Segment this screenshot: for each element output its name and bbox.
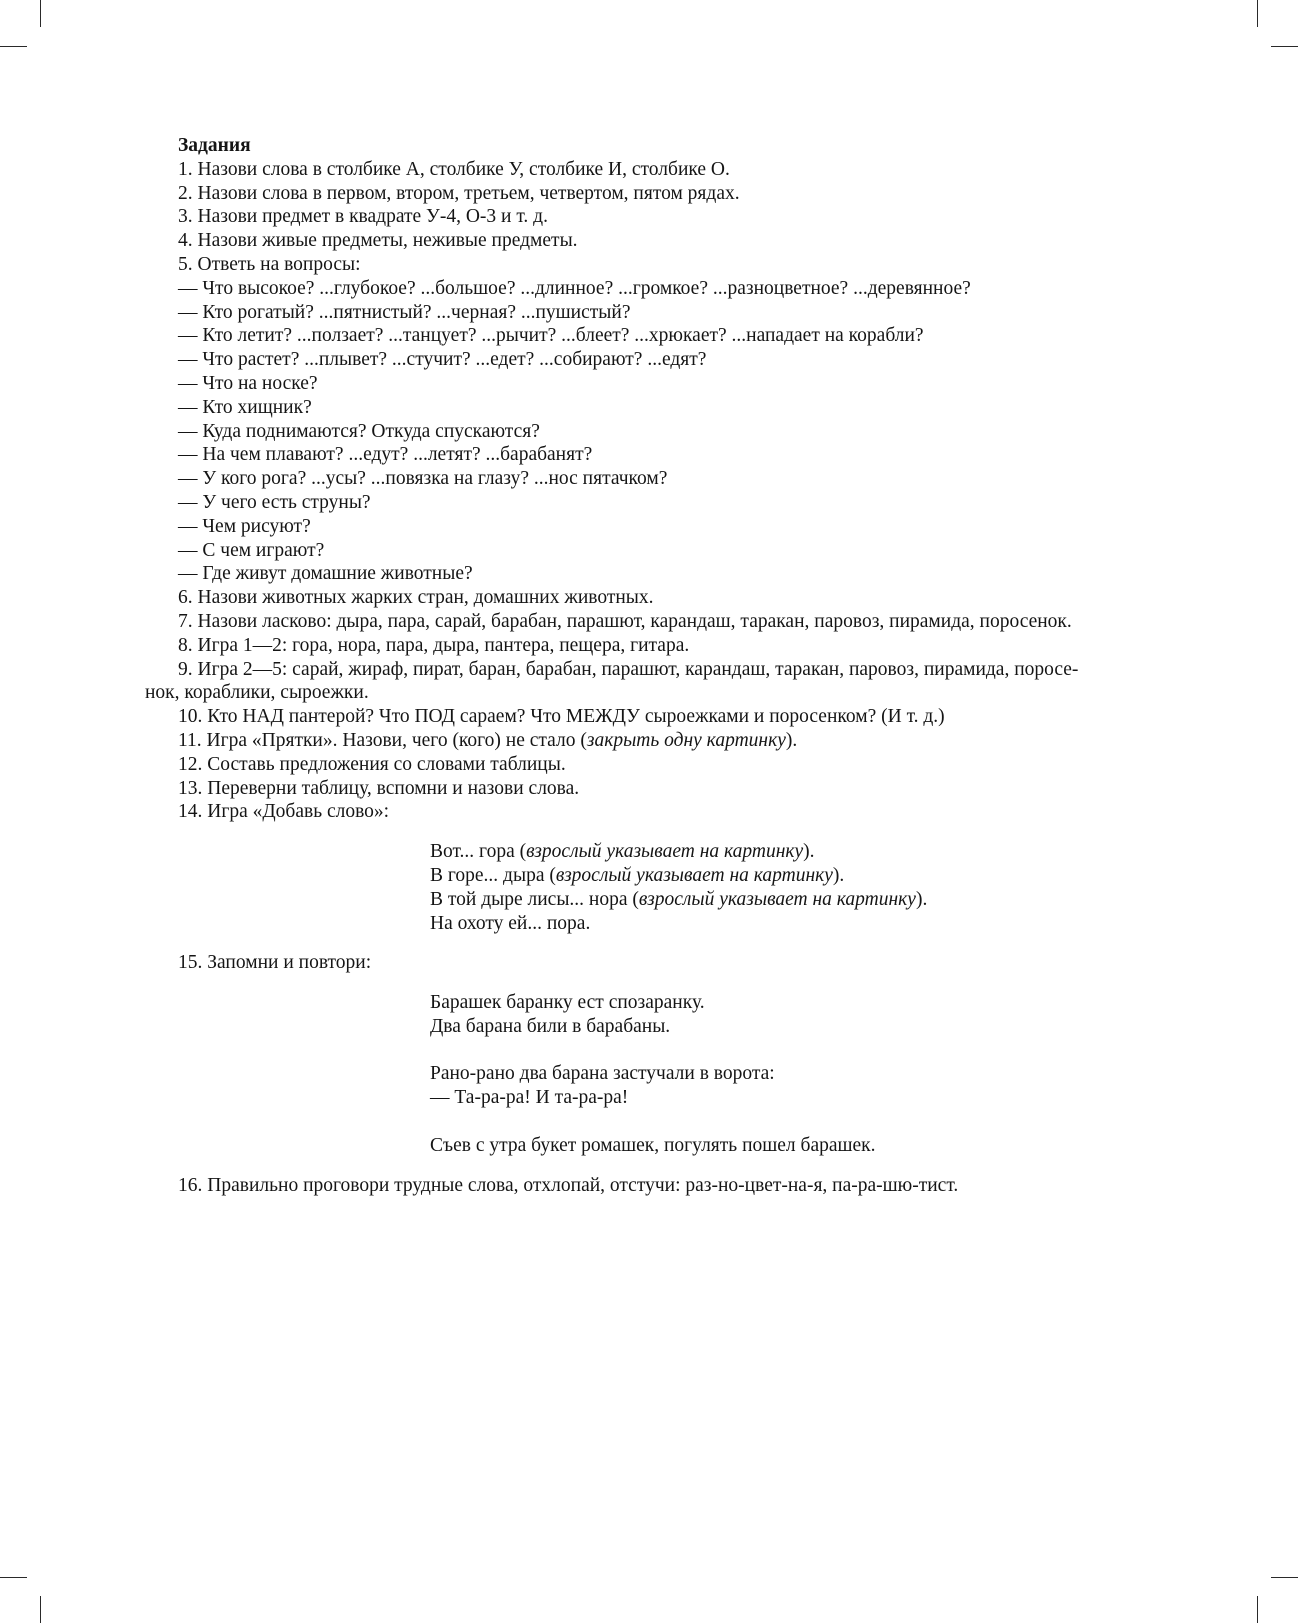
crop-mark-bottom-left-vertical xyxy=(40,1596,41,1623)
question-4 xyxy=(145,348,1165,372)
text-segment: 14. Игра «Добавь слово»: xyxy=(178,801,390,823)
text-line xyxy=(145,634,1165,658)
text-segment: Рано-рано два барана застучали в ворота: xyxy=(430,1063,775,1085)
question-6 xyxy=(145,396,1165,420)
text-segment: — Кто рогатый? ...пятнистый? ...черная? ...пушистый? xyxy=(178,301,631,323)
text-line xyxy=(145,253,1165,277)
text-segment: 12. Составь предложения со словами таблицы. xyxy=(178,753,566,775)
text-segment: 2. Назови слова в первом, втором, третьем, четвертом, пятом рядах. xyxy=(178,182,740,204)
text-segment: 16. Правильно проговори трудные слова, отхлопай, отстучи: раз-но-цвет-на-я, па-ра-шю-тист. xyxy=(178,1174,959,1196)
text-segment: В горе... дыра ( xyxy=(430,864,556,886)
text-line xyxy=(145,467,1165,491)
text-line xyxy=(145,324,1165,348)
question-11 xyxy=(145,515,1165,539)
text-segment: 11. Игра «Прятки». Назови, чего (кого) не стало ( xyxy=(178,729,587,751)
task-10 xyxy=(145,705,1165,729)
text-line xyxy=(430,864,1165,888)
task-15 xyxy=(145,951,1165,975)
text-line xyxy=(145,229,1165,253)
task-6 xyxy=(145,586,1165,610)
crop-mark-bottom-right-horizontal xyxy=(1271,1577,1298,1578)
text-line xyxy=(145,800,1165,824)
text-segment: — Чем рисуют? xyxy=(178,515,311,537)
text-line xyxy=(145,681,1165,705)
text-line xyxy=(145,1174,1165,1198)
text-segment: 7. Назови ласково: дыра, пара, сарай, барабан, парашют, карандаш, таракан, паровоз, пирамида, поросенок. xyxy=(178,610,1072,632)
poem-add-word xyxy=(145,840,1165,935)
text-segment: — У чего есть струны? xyxy=(178,491,371,513)
text-line xyxy=(145,658,1165,682)
text-line xyxy=(145,777,1165,801)
text-segment: закрыть одну картинку xyxy=(586,729,786,751)
task-13 xyxy=(145,777,1165,801)
crop-mark-top-right-vertical xyxy=(1257,0,1258,27)
text-line xyxy=(430,1086,1165,1110)
text-segment: ). xyxy=(915,888,928,910)
text-segment: взрослый указывает на картинку xyxy=(555,864,833,886)
crop-mark-top-left-vertical xyxy=(40,0,41,27)
crop-mark-bottom-left-horizontal xyxy=(0,1577,27,1578)
text-line xyxy=(145,539,1165,563)
text-segment: — С чем играют? xyxy=(178,539,325,561)
question-5 xyxy=(145,372,1165,396)
question-12 xyxy=(145,539,1165,563)
text-line xyxy=(145,301,1165,325)
text-segment: 15. Запомни и повтори: xyxy=(178,952,372,974)
text-segment: — Что на носке? xyxy=(178,372,318,394)
text-segment: — Где живут домашние животные? xyxy=(178,563,473,585)
text-line xyxy=(145,420,1165,444)
text-segment: ). xyxy=(803,841,815,863)
text-line xyxy=(430,1039,1165,1063)
text-line xyxy=(145,586,1165,610)
text-line xyxy=(145,348,1165,372)
text-segment: Задания xyxy=(178,135,251,156)
task-12 xyxy=(145,753,1165,777)
crop-mark-top-left-horizontal xyxy=(0,46,27,47)
text-line xyxy=(145,729,1165,753)
text-line xyxy=(145,705,1165,729)
text-segment: 10. Кто НАД пантерой? Что ПОД сараем? Что МЕЖДУ сыроежками и поросенком? (И т. д.) xyxy=(178,706,945,728)
text-segment: — Кто хищник? xyxy=(178,396,312,418)
text-line xyxy=(145,396,1165,420)
task-3 xyxy=(145,205,1165,229)
text-line xyxy=(430,991,1165,1015)
text-segment: 5. Ответь на вопросы: xyxy=(178,253,361,275)
text-line xyxy=(145,372,1165,396)
text-line xyxy=(430,840,1165,864)
text-line xyxy=(145,753,1165,777)
text-line xyxy=(430,1062,1165,1086)
text-line xyxy=(145,443,1165,467)
text-line xyxy=(145,205,1165,229)
task-7 xyxy=(145,610,1165,634)
text-line xyxy=(145,951,1165,975)
text-line xyxy=(430,1134,1165,1158)
text-segment: На охоту ей... пора. xyxy=(430,912,591,934)
text-segment: 3. Назови предмет в квадрате У-4, О-3 и т. д. xyxy=(178,206,548,228)
text-line xyxy=(145,610,1165,634)
question-8 xyxy=(145,443,1165,467)
text-segment: Съев с утра букет ромашек, погулять пошел барашек. xyxy=(430,1134,876,1156)
text-segment: — Что высокое? ...глубокое? ...большое? ...длинное? ...громкое? ...разноцветное? ...деревянное? xyxy=(178,277,971,299)
text-segment: — Что растет? ...плывет? ...стучит? ...едет? ...собирают? ...едят? xyxy=(178,349,707,371)
text-line xyxy=(430,1110,1165,1134)
text-segment: 6. Назови животных жарких стран, домашних животных. xyxy=(178,587,654,609)
crop-mark-top-right-horizontal xyxy=(1271,46,1298,47)
text-segment: 4. Назови живые предметы, неживые предметы. xyxy=(178,230,578,252)
task-2 xyxy=(145,182,1165,206)
text-segment: 9. Игра 2—5: сарай, жираф, пират, баран, барабан, парашют, карандаш, таракан, паровоз, пирамида, поросе- xyxy=(178,658,1079,680)
text-line xyxy=(145,182,1165,206)
text-line xyxy=(145,158,1165,182)
document-body xyxy=(145,134,1165,1197)
poem-repeat xyxy=(145,991,1165,1158)
question-2 xyxy=(145,301,1165,325)
text-segment: Барашек баранку ест спозаранку. xyxy=(430,992,705,1014)
text-segment: 13. Переверни таблицу, вспомни и назови слова. xyxy=(178,777,580,799)
text-line xyxy=(430,888,1165,912)
question-3 xyxy=(145,324,1165,348)
text-line xyxy=(145,562,1165,586)
text-segment: нок, кораблики, сыроежки. xyxy=(145,682,369,704)
text-segment: ). xyxy=(832,864,845,886)
text-segment: Два барана били в барабаны. xyxy=(430,1015,671,1037)
text-segment: В той дыре лисы... нора ( xyxy=(430,888,639,910)
text-line xyxy=(145,491,1165,515)
task-16 xyxy=(145,1174,1165,1198)
page-heading xyxy=(145,134,1165,158)
text-segment: Вот... гора ( xyxy=(430,841,527,863)
text-segment: 1. Назови слова в столбике А, столбике У, столбике И, столбике О. xyxy=(178,158,730,180)
text-segment: — Куда поднимаются? Откуда спускаются? xyxy=(178,420,540,442)
text-segment: — У кого рога? ...усы? ...повязка на глазу? ...нос пятачком? xyxy=(178,468,668,490)
text-line xyxy=(145,134,1165,158)
text-segment: — Кто летит? ...ползает? ...танцует? ...рычит? ...блеет? ...хрюкает? ...нападает на корабли? xyxy=(178,325,924,347)
text-line xyxy=(430,912,1165,936)
text-segment: — На чем плавают? ...едут? ...летят? ...барабанят? xyxy=(178,444,593,466)
crop-mark-bottom-right-vertical xyxy=(1257,1596,1258,1623)
text-line xyxy=(145,277,1165,301)
text-line xyxy=(145,515,1165,539)
question-9 xyxy=(145,467,1165,491)
task-14 xyxy=(145,800,1165,824)
task-5 xyxy=(145,253,1165,277)
task-8 xyxy=(145,634,1165,658)
question-7 xyxy=(145,420,1165,444)
text-line xyxy=(430,1015,1165,1039)
question-10 xyxy=(145,491,1165,515)
text-segment: взрослый указывает на картинку xyxy=(638,888,916,910)
question-13 xyxy=(145,562,1165,586)
task-9 xyxy=(145,658,1165,706)
text-segment: 8. Игра 1—2: гора, нора, пара, дыра, пантера, пещера, гитара. xyxy=(178,634,690,656)
task-11 xyxy=(145,729,1165,753)
question-1 xyxy=(145,277,1165,301)
task-1 xyxy=(145,158,1165,182)
text-segment: взрослый указывает на картинку xyxy=(526,841,804,863)
text-segment: ). xyxy=(785,729,798,751)
text-segment: — Та-ра-ра! И та-ра-ра! xyxy=(430,1087,629,1109)
task-4 xyxy=(145,229,1165,253)
